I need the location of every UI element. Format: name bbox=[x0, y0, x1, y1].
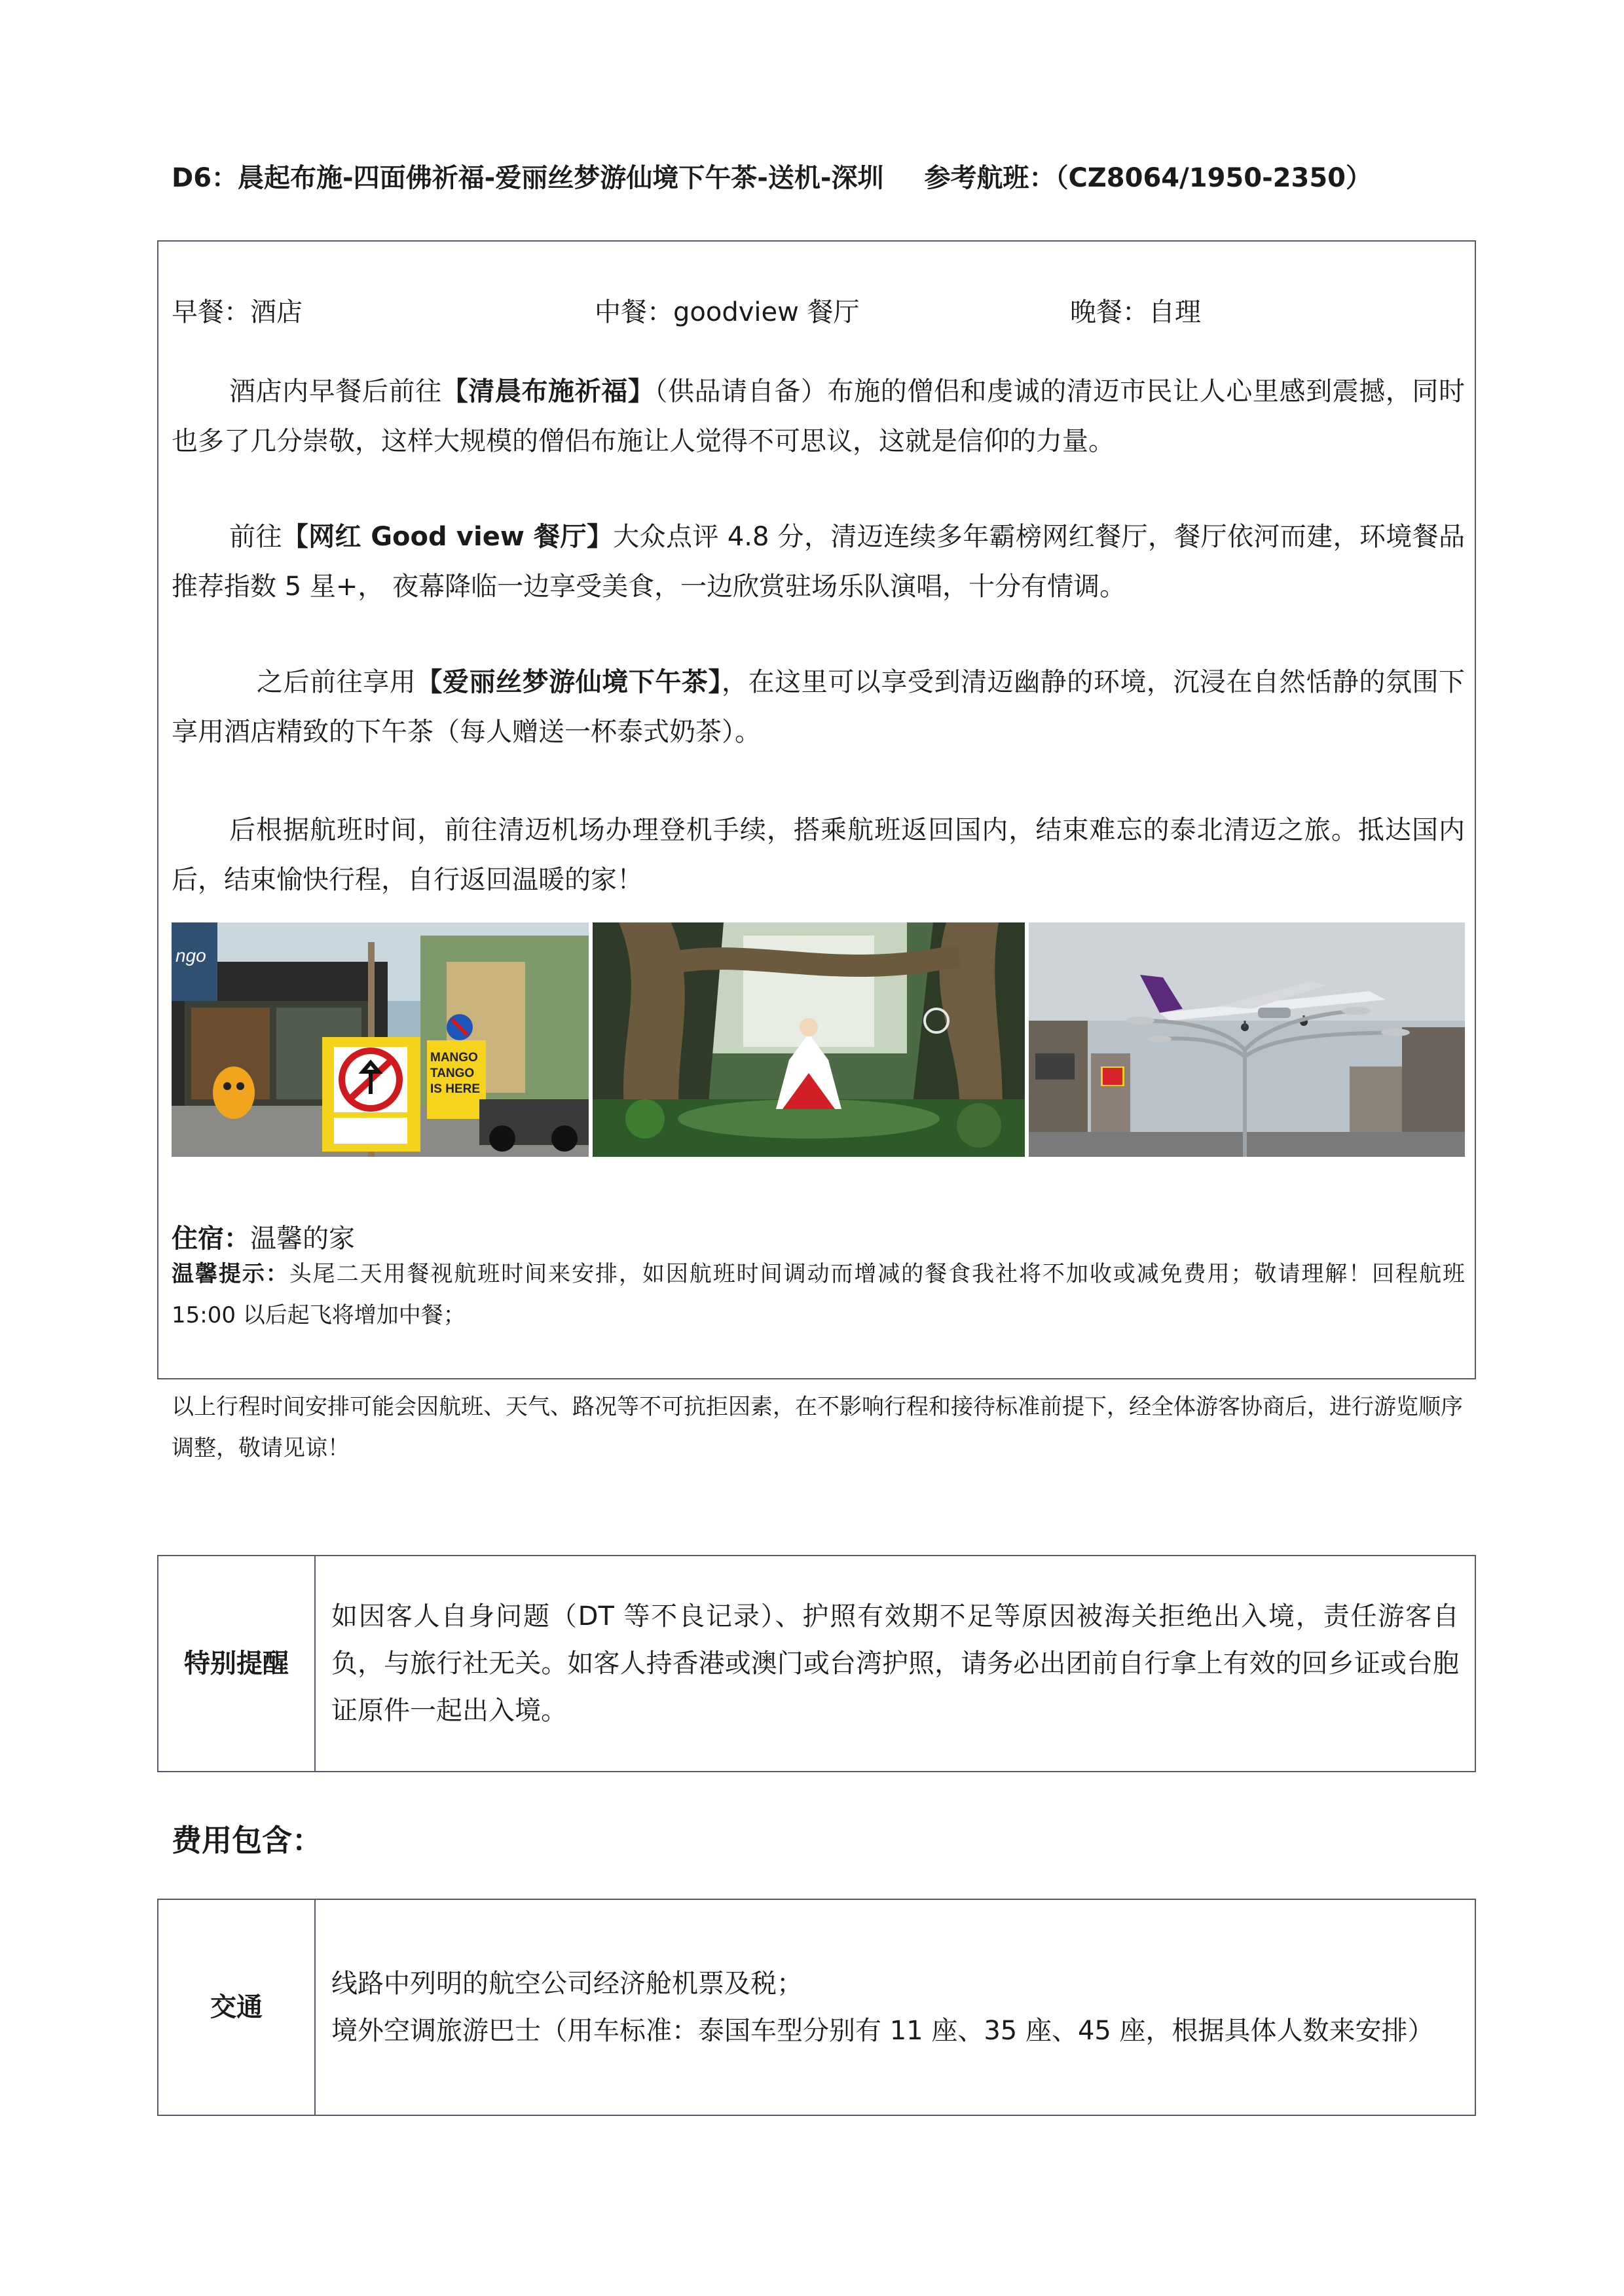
day-title bbox=[172, 157, 1372, 194]
special-reminder-table bbox=[157, 1555, 1476, 1772]
p1-text-rest: （供品请自备）布施的僧侣和虔诚的清迈市民让人心里感到震撼，同时也多了几分崇敬，这样大规模的僧侣布施让人觉得不可思议，这就是信仰的力量。 bbox=[172, 376, 1466, 456]
meal-lunch: 中餐：goodview 餐厅 bbox=[595, 297, 860, 327]
p3-text-rest: ，在这里可以享受到清迈幽静的环境，沉浸在自然恬静的氛围下享用酒店精致的下午茶（每人赠送一杯泰式奶茶）。 bbox=[172, 667, 1466, 747]
p2-highlight: 【网红 Good view 餐厅】 bbox=[282, 522, 614, 552]
photo-street-cafe bbox=[172, 922, 589, 1157]
paragraph-afternoon-tea bbox=[172, 657, 1465, 757]
fees-included-title: 费用包含： bbox=[172, 1823, 322, 1858]
accommodation-value: 温馨的家 bbox=[250, 1224, 355, 1254]
transport-line-1: 线路中列明的航空公司经济舱机票及税； bbox=[331, 1969, 803, 1999]
special-reminder-label: 特别提醒 bbox=[158, 1556, 315, 1772]
transport-line-2: 境外空调旅游巴士（用车标准：泰国车型分别有 11 座、35 座、45 座，根据具体人数来安排） bbox=[331, 2016, 1434, 2046]
warm-tip-label: 温馨提示： bbox=[172, 1261, 289, 1287]
sign-tango: TANGO bbox=[430, 1066, 475, 1080]
p3-highlight: 【爱丽丝梦游仙境下午茶】 bbox=[416, 667, 722, 697]
schedule-notice: 以上行程时间安排可能会因航班、天气、路况等不可抗拒因素，在不影响行程和接待标准前提下，经全体游客协商后，进行游览顺序调整，敬请见谅！ bbox=[172, 1394, 1463, 1461]
fees-table bbox=[157, 1899, 1476, 2116]
sign-mango: MANGO bbox=[430, 1051, 478, 1065]
p3-text: 之后前往享用 bbox=[257, 667, 416, 697]
transport-content bbox=[315, 1899, 1475, 2115]
warm-tip-text: 头尾二天用餐视航班时间来安排，如因航班时间调动而增减的餐食我社将不加收或减免费用；敬请理解！回程航班 15:00 以后起飞将增加中餐； bbox=[172, 1261, 1466, 1328]
p1-text: 酒店内早餐后前往 bbox=[229, 376, 442, 407]
p2-text: 前往 bbox=[229, 522, 282, 552]
accommodation-label: 住宿： bbox=[172, 1224, 250, 1254]
meal-breakfast: 早餐：酒店 bbox=[172, 297, 303, 327]
sign-is-here: IS HERE bbox=[430, 1082, 481, 1096]
reference-flight: 参考航班：（CZ8064/1950-2350） bbox=[924, 163, 1373, 193]
day-route: D6：晨起布施-四面佛祈福-爱丽丝梦游仙境下午茶-送机-深圳 bbox=[172, 163, 884, 193]
p2-text-rest: 大众点评 4.8 分，清迈连续多年霸榜网红餐厅，餐厅依河而建，环境餐品推荐指数 5 星+， 夜幕降临一边享受美食，一边欣赏驻场乐队演唱，十分有情调。 bbox=[172, 522, 1466, 602]
meal-dinner: 晚餐：自理 bbox=[1070, 297, 1201, 327]
paragraph-morning-alms bbox=[172, 367, 1465, 466]
paragraph-return-flight: 后根据航班时间，前往清迈机场办理登机手续，搭乘航班返回国内，结束难忘的泰北清迈之旅。抵达国内后，结束愉快行程，自行返回温暖的家！ bbox=[172, 815, 1465, 895]
p1-highlight: 【清晨布施祈福】 bbox=[441, 376, 655, 407]
svg-text:ngo: ngo bbox=[175, 945, 206, 966]
photo-wonderland-garden bbox=[593, 922, 1025, 1157]
accommodation bbox=[172, 1218, 355, 1255]
warm-tip bbox=[172, 1254, 1465, 1336]
special-reminder-text: 如因客人自身问题（DT 等不良记录）、护照有效期不足等原因被海关拒绝出入境，责任游客自负，与旅行社无关。如客人持香港或澳门或台湾护照，请务必出团前自行拿上有效的回乡证或台胞证原件一起出入境。 bbox=[315, 1556, 1475, 1772]
paragraph-goodview-restaurant bbox=[172, 512, 1465, 611]
photo-airplane-street bbox=[1029, 922, 1465, 1157]
transport-label: 交通 bbox=[158, 1899, 315, 2115]
